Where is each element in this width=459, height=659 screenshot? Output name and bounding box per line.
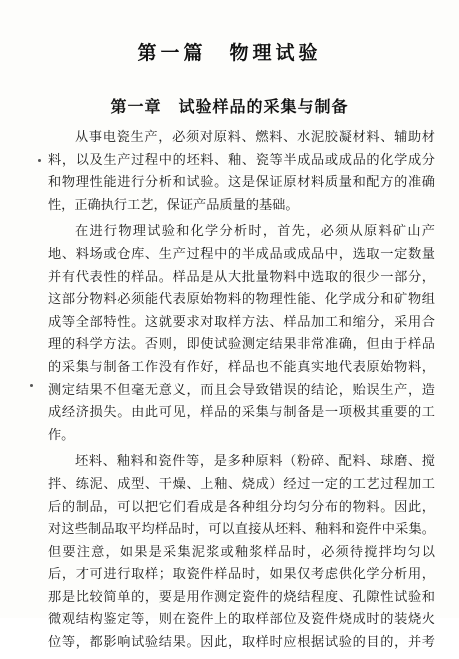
scan-speck [30,384,33,387]
text-line: 测定结果不但毫无意义，而且会导致错误的结论，贻误生产，造 [48,382,435,398]
text-line: 成经济损失。由此可见，样品的采集与制备是一项极其重要的工 [48,405,435,421]
text-line: 并有代表性的样品。样品是从大批量物料中选取的很少一部分， [48,269,435,285]
text-line: 坯料、釉料和瓷件等，是多种原料（粉碎、配料、球磨、搅 [75,454,435,470]
body-text [48,127,435,659]
text-line: 的采集与制备工作没有作好，样品也不能真实地代表原始物料， [48,359,435,375]
text-line: 后，才可进行取样；取瓷件样品时，如果仅考虑供化学分析用， [48,567,435,583]
part-title: 第一篇 物理试验 [137,42,322,64]
text-line: 理的科学方法。否则，即使试验测定结果非常准确，但由于样品 [48,337,435,353]
text-line: 对这些制品取平均样品时，可以直接从坯料、釉料和瓷件中采集。 [48,522,435,538]
chapter-title: 第一章 试验样品的采集与制备 [110,97,349,116]
text-line: 拌、练泥、成型、干燥、上釉、烧成）经过一定的工艺过程加工 [48,476,435,492]
text-line: 位等，都影响试验结果。因此，取样时应根据试验的目的，并考 [48,635,435,651]
text-line: 微观结构鉴定等，则在瓷件上的取样部位及瓷件烧成时的装烧火 [48,612,435,628]
text-line: 这部分物料必须能代表原始物料的物理性能、化学成分和矿物组 [48,292,435,308]
scan-speck [38,159,41,162]
text-line: 那是比较简单的，要是用作测定瓷件的烧结程度、孔隙性试验和 [48,589,435,605]
text-line: 成等全部特性。这就要求对取样方法、样品加工和缩分，采用合 [48,314,435,330]
text-line: 在进行物理试验和化学分析时，首先，必须从原料矿山产 [75,224,435,240]
text-line: 作。 [48,427,75,443]
text-line: 后的制品，可以把它们看成是各种组分均匀分布的物料。因此， [48,499,435,515]
text-line: 和物理性能进行分析和试验。这是保证原材料质量和配方的准确 [48,175,435,191]
text-line: 地、料场或仓库、生产过程中的半成品或成品中，选取一定数量 [48,246,435,262]
text-line: 性，正确执行工艺，保证产品质量的基础。 [48,197,299,213]
paragraph-1 [48,127,435,217]
text-line: 料，以及生产过程中的坯料、釉、瓷等半成品或成品的化学成分 [48,152,435,168]
text-line: 但要注意，如果是采集泥浆或釉浆样品时，必须待搅拌均匀以 [48,544,435,560]
paragraph-3 [48,451,435,654]
paragraph-2 [48,221,435,447]
text-line: 从事电瓷生产，必须对原料、燃料、水泥胶凝材料、辅助材 [75,130,435,145]
